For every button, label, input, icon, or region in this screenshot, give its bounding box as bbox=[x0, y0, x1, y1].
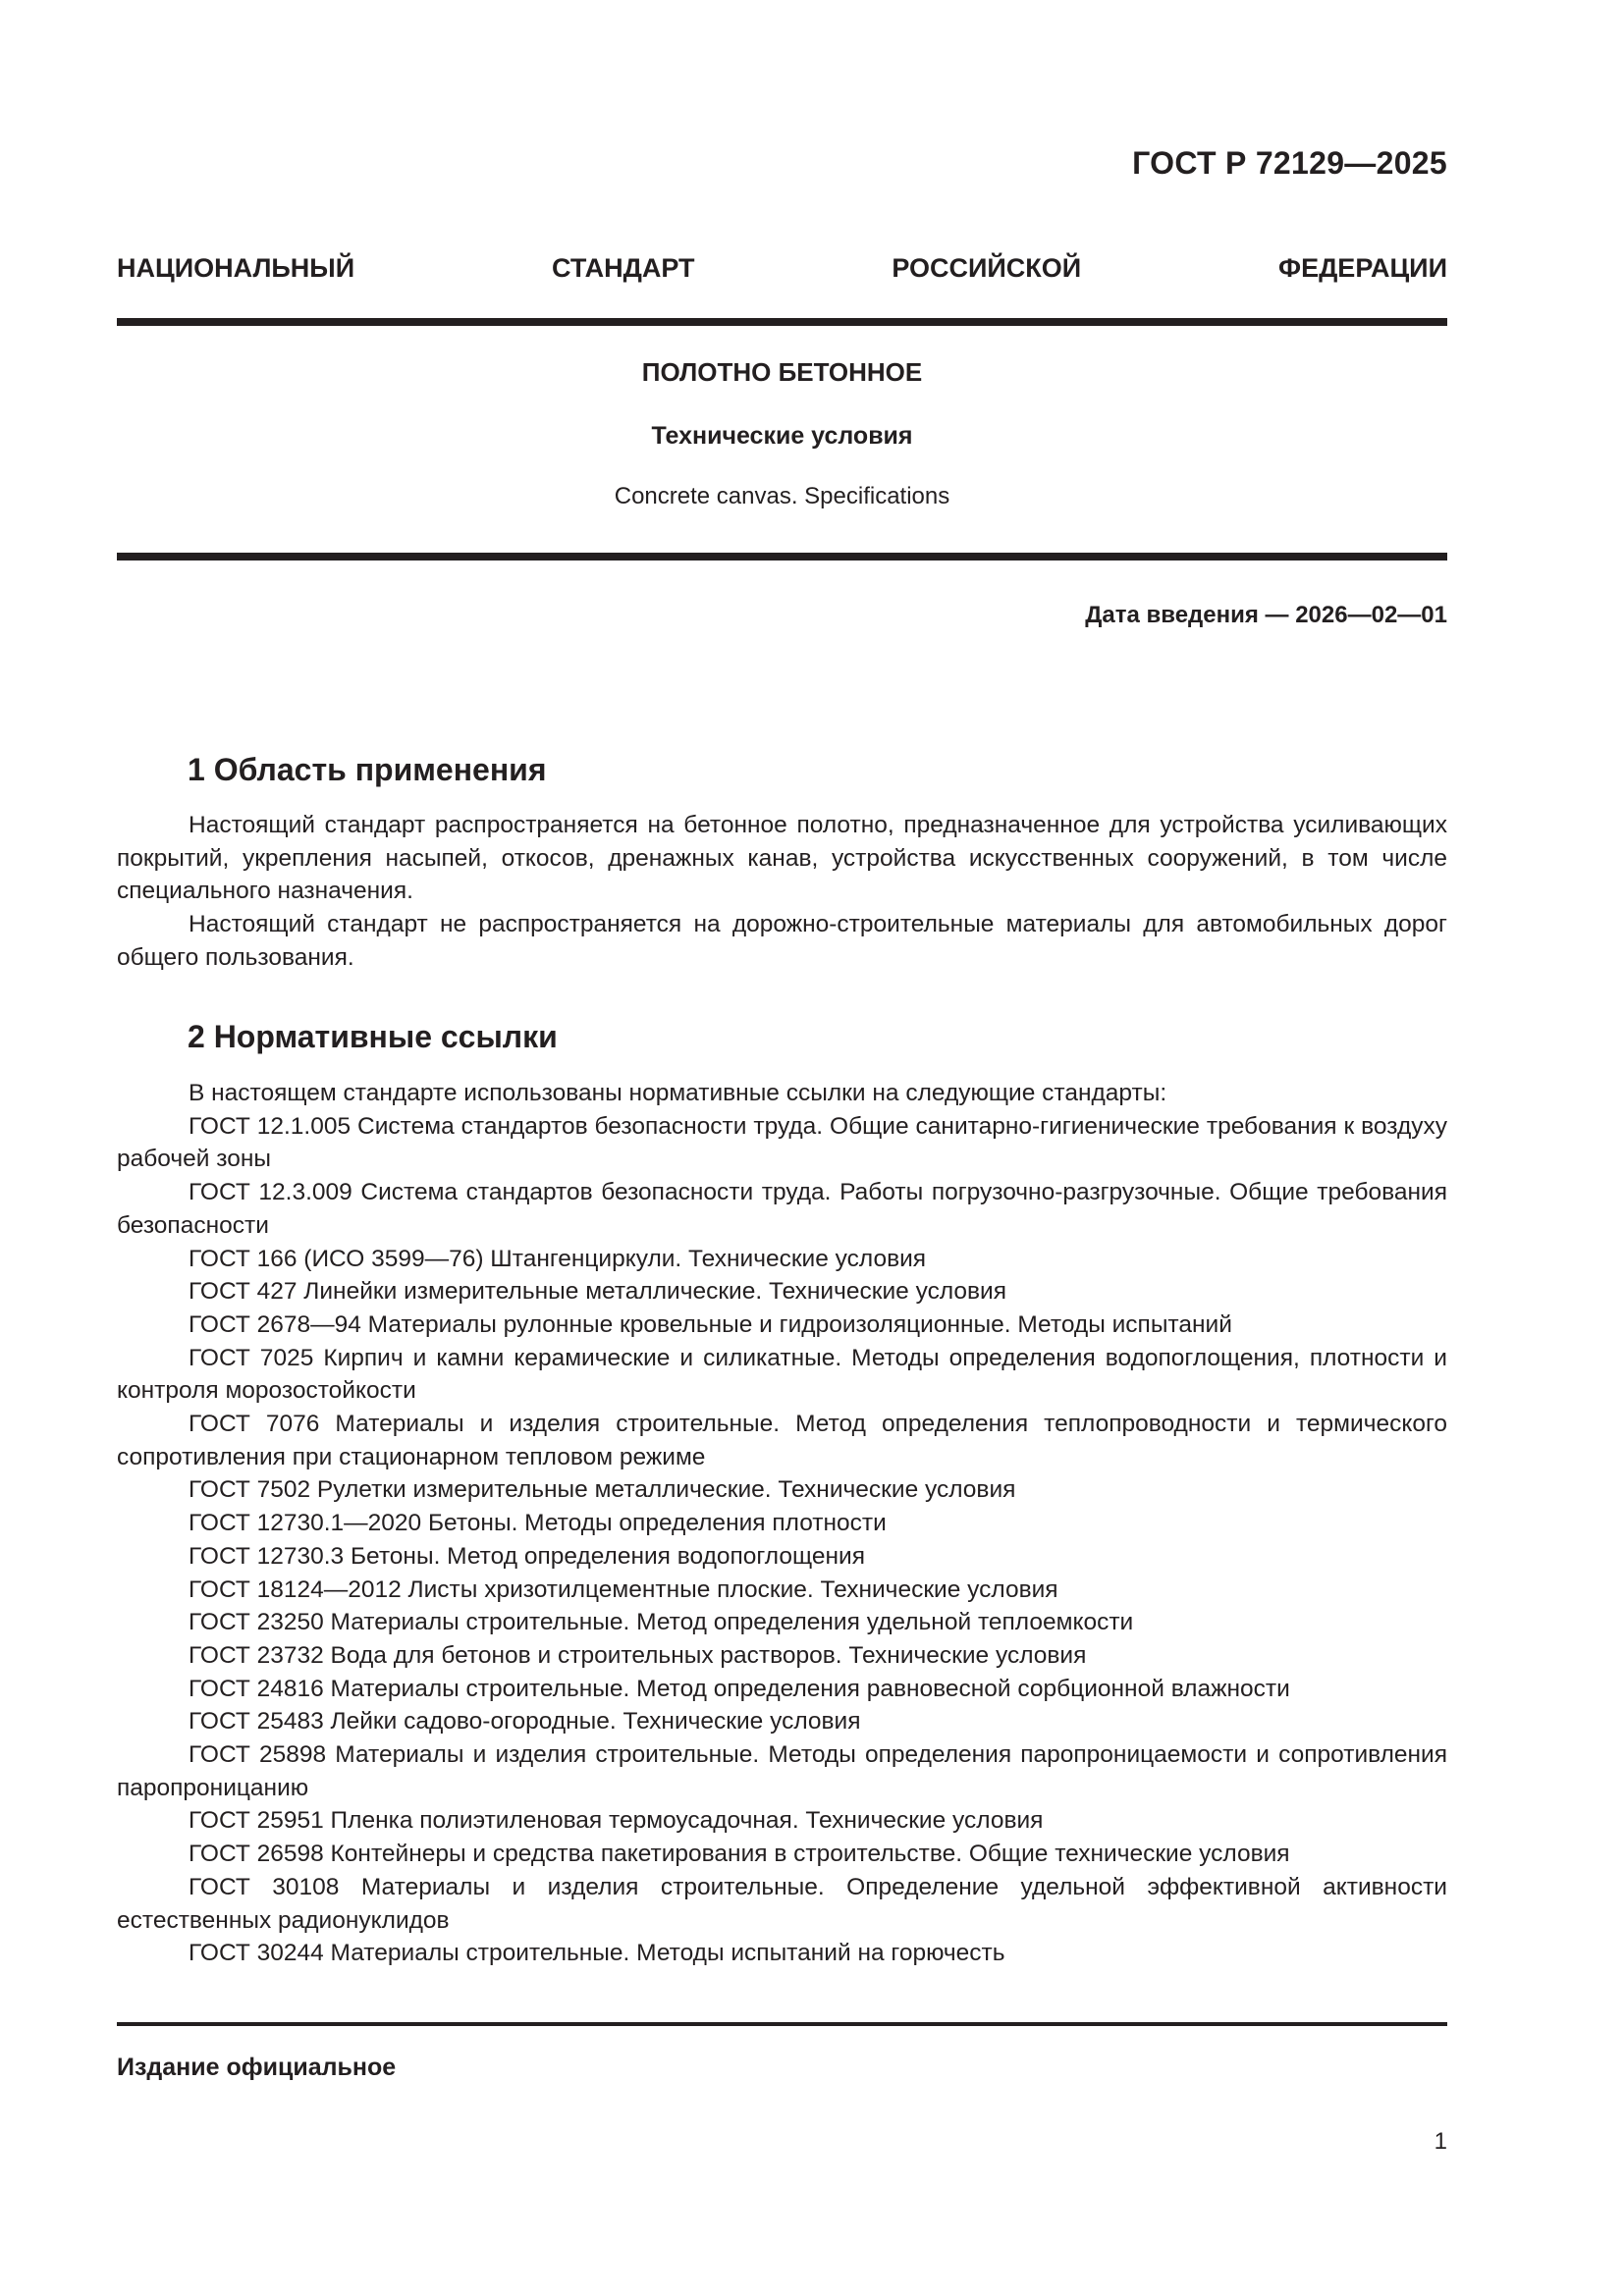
reference-item: ГОСТ 23250 Материалы строительные. Метод определения удельной теплоемкости bbox=[189, 1609, 1134, 1636]
footer-divider bbox=[117, 2022, 1447, 2026]
paragraph: Настоящий стандарт распространяется на бетонное полотно, предназначенное для устройства усиливающих покрытий, укрепления насыпей, откосов, дренажных канав, устройства искусственных сооружений, в том числе специального назначения. bbox=[117, 812, 1447, 905]
top-divider bbox=[117, 318, 1447, 326]
title-divider bbox=[117, 553, 1447, 561]
section-heading-scope: 1 Область применения bbox=[188, 752, 547, 787]
section-heading-references: 2 Нормативные ссылки bbox=[188, 1019, 558, 1054]
reference-item: ГОСТ 30244 Материалы строительные. Методы испытаний на горючесть bbox=[189, 1940, 1005, 1967]
reference-item: ГОСТ 24816 Материалы строительные. Метод определения равновесной сорбционной влажности bbox=[189, 1675, 1290, 1702]
national-standard-banner: НАЦИОНАЛЬНЫЙ СТАНДАРТ РОССИЙСКОЙ ФЕДЕРАЦИИ bbox=[117, 253, 1447, 283]
english-title: Concrete canvas. Specifications bbox=[614, 483, 950, 509]
reference-item: ГОСТ 12730.3 Бетоны. Метод определения водопоглощения bbox=[189, 1542, 865, 1570]
reference-item: ГОСТ 25951 Пленка полиэтиленовая термоусадочная. Технические условия bbox=[189, 1807, 1044, 1835]
reference-item: ГОСТ 12.1.005 Система стандартов безопасности труда. Общие санитарно-гигиенические требования к воздуху рабочей зоны bbox=[117, 1112, 1447, 1173]
reference-item: ГОСТ 26598 Контейнеры и средства пакетирования в строительстве. Общие технические условия bbox=[189, 1841, 1290, 1868]
document-page bbox=[117, 0, 1447, 2296]
section-body-scope bbox=[117, 809, 1447, 975]
page-number: 1 bbox=[1434, 2128, 1447, 2155]
reference-item: ГОСТ 7025 Кирпич и камни керамические и силикатные. Методы определения водопоглощения, плотности и контроля морозостойкости bbox=[117, 1344, 1447, 1405]
paragraph: В настоящем стандарте использованы нормативные ссылки на следующие стандарты: bbox=[189, 1080, 1167, 1106]
introduction-date: Дата введения — 2026—02—01 bbox=[1085, 602, 1447, 628]
reference-item: ГОСТ 7076 Материалы и изделия строительные. Метод определения теплопроводности и термического сопротивления при стационарном тепловом режиме bbox=[117, 1411, 1447, 1470]
reference-item: ГОСТ 12730.1—2020 Бетоны. Методы определения плотности bbox=[189, 1510, 887, 1537]
reference-item: ГОСТ 25483 Лейки садово-огородные. Технические условия bbox=[189, 1708, 861, 1735]
reference-item: ГОСТ 166 (ИСО 3599—76) Штангенциркули. Технические условия bbox=[189, 1245, 927, 1272]
reference-item: ГОСТ 30108 Материалы и изделия строительные. Определение удельной эффективной активности естественных радионуклидов bbox=[117, 1873, 1447, 1934]
document-subtitle: Технические условия bbox=[651, 422, 913, 450]
document-number: ГОСТ Р 72129—2025 bbox=[1132, 145, 1447, 181]
reference-item: ГОСТ 25898 Материалы и изделия строительные. Методы определения паропроницаемости и сопротивления паропроницанию bbox=[117, 1741, 1447, 1801]
reference-item: ГОСТ 12.3.009 Система стандартов безопасности труда. Работы погрузочно-разгрузочные. Общие требования безопасности bbox=[117, 1179, 1447, 1239]
reference-item: ГОСТ 7502 Рулетки измерительные металлические. Технические условия bbox=[189, 1476, 1016, 1504]
paragraph: Настоящий стандарт не распространяется на дорожно-строительные материалы для автомобильных дорог общего пользования. bbox=[117, 911, 1447, 971]
official-edition-label: Издание официальное bbox=[117, 2054, 397, 2081]
reference-item: ГОСТ 18124—2012 Листы хризотилцементные плоские. Технические условия bbox=[189, 1575, 1058, 1603]
document-title: ПОЛОТНО БЕТОННОЕ bbox=[641, 357, 923, 387]
reference-item: ГОСТ 23732 Вода для бетонов и строительных растворов. Технические условия bbox=[189, 1641, 1087, 1669]
reference-item: ГОСТ 427 Линейки измерительные металлические. Технические условия bbox=[189, 1278, 1006, 1306]
section-body-references bbox=[117, 1077, 1447, 1970]
reference-item: ГОСТ 2678—94 Материалы рулонные кровельные и гидроизоляционные. Методы испытаний bbox=[189, 1310, 1232, 1338]
